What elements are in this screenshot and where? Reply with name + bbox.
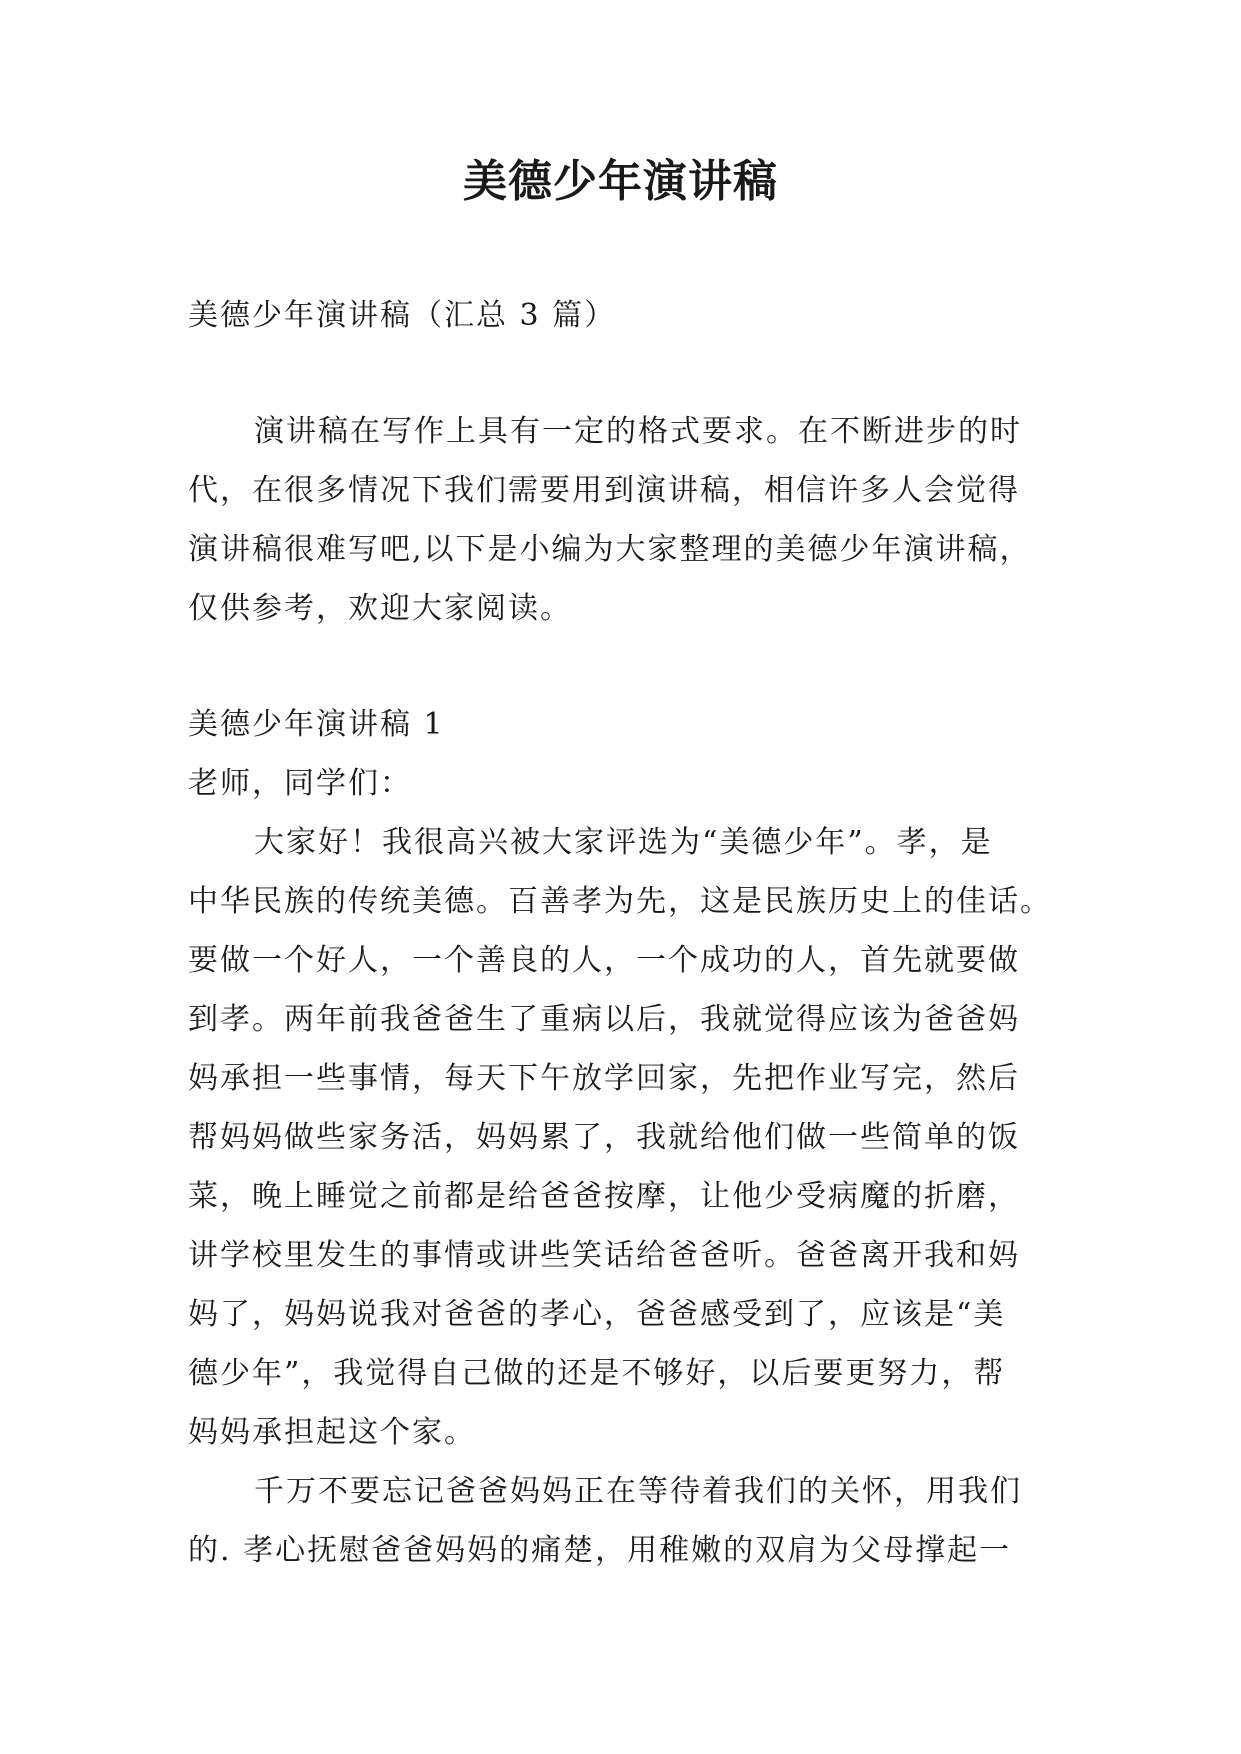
paragraph-line: 讲学校里发生的事情或讲些笑话给爸爸听。爸爸离开我和妈 [188,1238,1020,1273]
paragraph-line: 德少年”，我觉得自己做的还是不够好，以后要更努力，帮 [188,1356,1006,1391]
paragraph-line: 到孝。两年前我爸爸生了重病以后，我就觉得应该为爸爸妈 [188,1002,1020,1037]
section-heading: 美德少年演讲稿 1 [188,707,445,742]
paragraph-line: 大家好！我很高兴被大家评选为“美德少年”。孝，是 [254,825,993,860]
intro-line: 演讲稿很难写吧,以下是小编为大家整理的美德少年演讲稿， [188,532,1032,567]
paragraph-line: 帮妈妈做些家务活，妈妈累了，我就给他们做一些简单的饭 [188,1120,1020,1155]
paragraph-line: 妈妈承担起这个家。 [188,1415,476,1450]
paragraph-line: 的. 孝心抚慰爸爸妈妈的痛楚，用稚嫩的双肩为父母撑起一 [188,1533,1012,1568]
paragraph-line: 妈承担一些事情，每天下午放学回家，先把作业写完，然后 [188,1061,1020,1096]
intro-line: 演讲稿在写作上具有一定的格式要求。在不断进步的时 [254,414,1022,449]
paragraph-line: 要做一个好人，一个善良的人，一个成功的人，首先就要做 [188,943,1020,978]
paragraph-line: 妈了，妈妈说我对爸爸的孝心，爸爸感受到了，应该是“美 [188,1297,1006,1332]
salutation: 老师，同学们： [188,766,412,801]
paragraph-line: 菜，晚上睡觉之前都是给爸爸按摩，让他少受病魔的折磨， [188,1179,1020,1214]
document-title: 美德少年演讲稿 [463,156,778,207]
paragraph-line: 中华民族的传统美德。百善孝为先，这是民族历史上的佳话。 [188,884,1052,919]
intro-line: 代，在很多情况下我们需要用到演讲稿，相信许多人会觉得 [188,473,1020,508]
document-subtitle: 美德少年演讲稿（汇总 3 篇） [188,298,617,333]
paragraph-line: 千万不要忘记爸爸妈妈正在等待着我们的关怀，用我们 [254,1474,1022,1509]
intro-line: 仅供参考，欢迎大家阅读。 [188,591,572,626]
